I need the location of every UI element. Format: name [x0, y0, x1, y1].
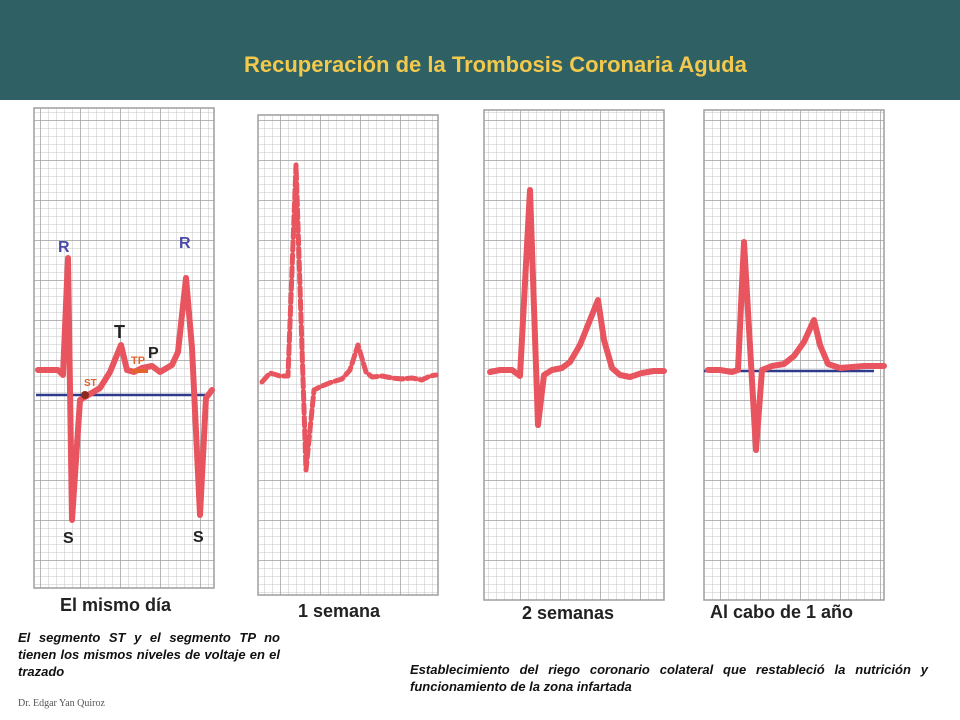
label-r-right: R [179, 235, 191, 252]
author-credit: Dr. Edgar Yan Quiroz [18, 698, 105, 709]
label-p: P [148, 345, 159, 362]
page-title: Recuperación de la Trombosis Coronaria Aguda [244, 52, 747, 77]
caption-panel-4: Al cabo de 1 año [710, 602, 854, 622]
note-right: Establecimiento del riego coronario colateral que restableció la nutrición y funcionamiento de la zona infartada [410, 662, 928, 694]
note-left: El segmento ST y el segmento TP no tienen los mismos niveles de voltaje en el trazado [18, 630, 280, 679]
label-t: T [114, 322, 125, 342]
label-r-left: R [58, 239, 70, 256]
label-tp: TP [131, 355, 146, 367]
caption-panel-3: 2 semanas [522, 603, 615, 623]
label-s-left: S [63, 530, 74, 547]
label-s-right: S [193, 529, 204, 546]
caption-panel-2: 1 semana [298, 601, 381, 621]
caption-panel-1: El mismo día [60, 595, 172, 615]
label-st: ST [84, 378, 97, 389]
st-point-marker [81, 391, 89, 399]
grid-panel-2 [258, 115, 438, 595]
